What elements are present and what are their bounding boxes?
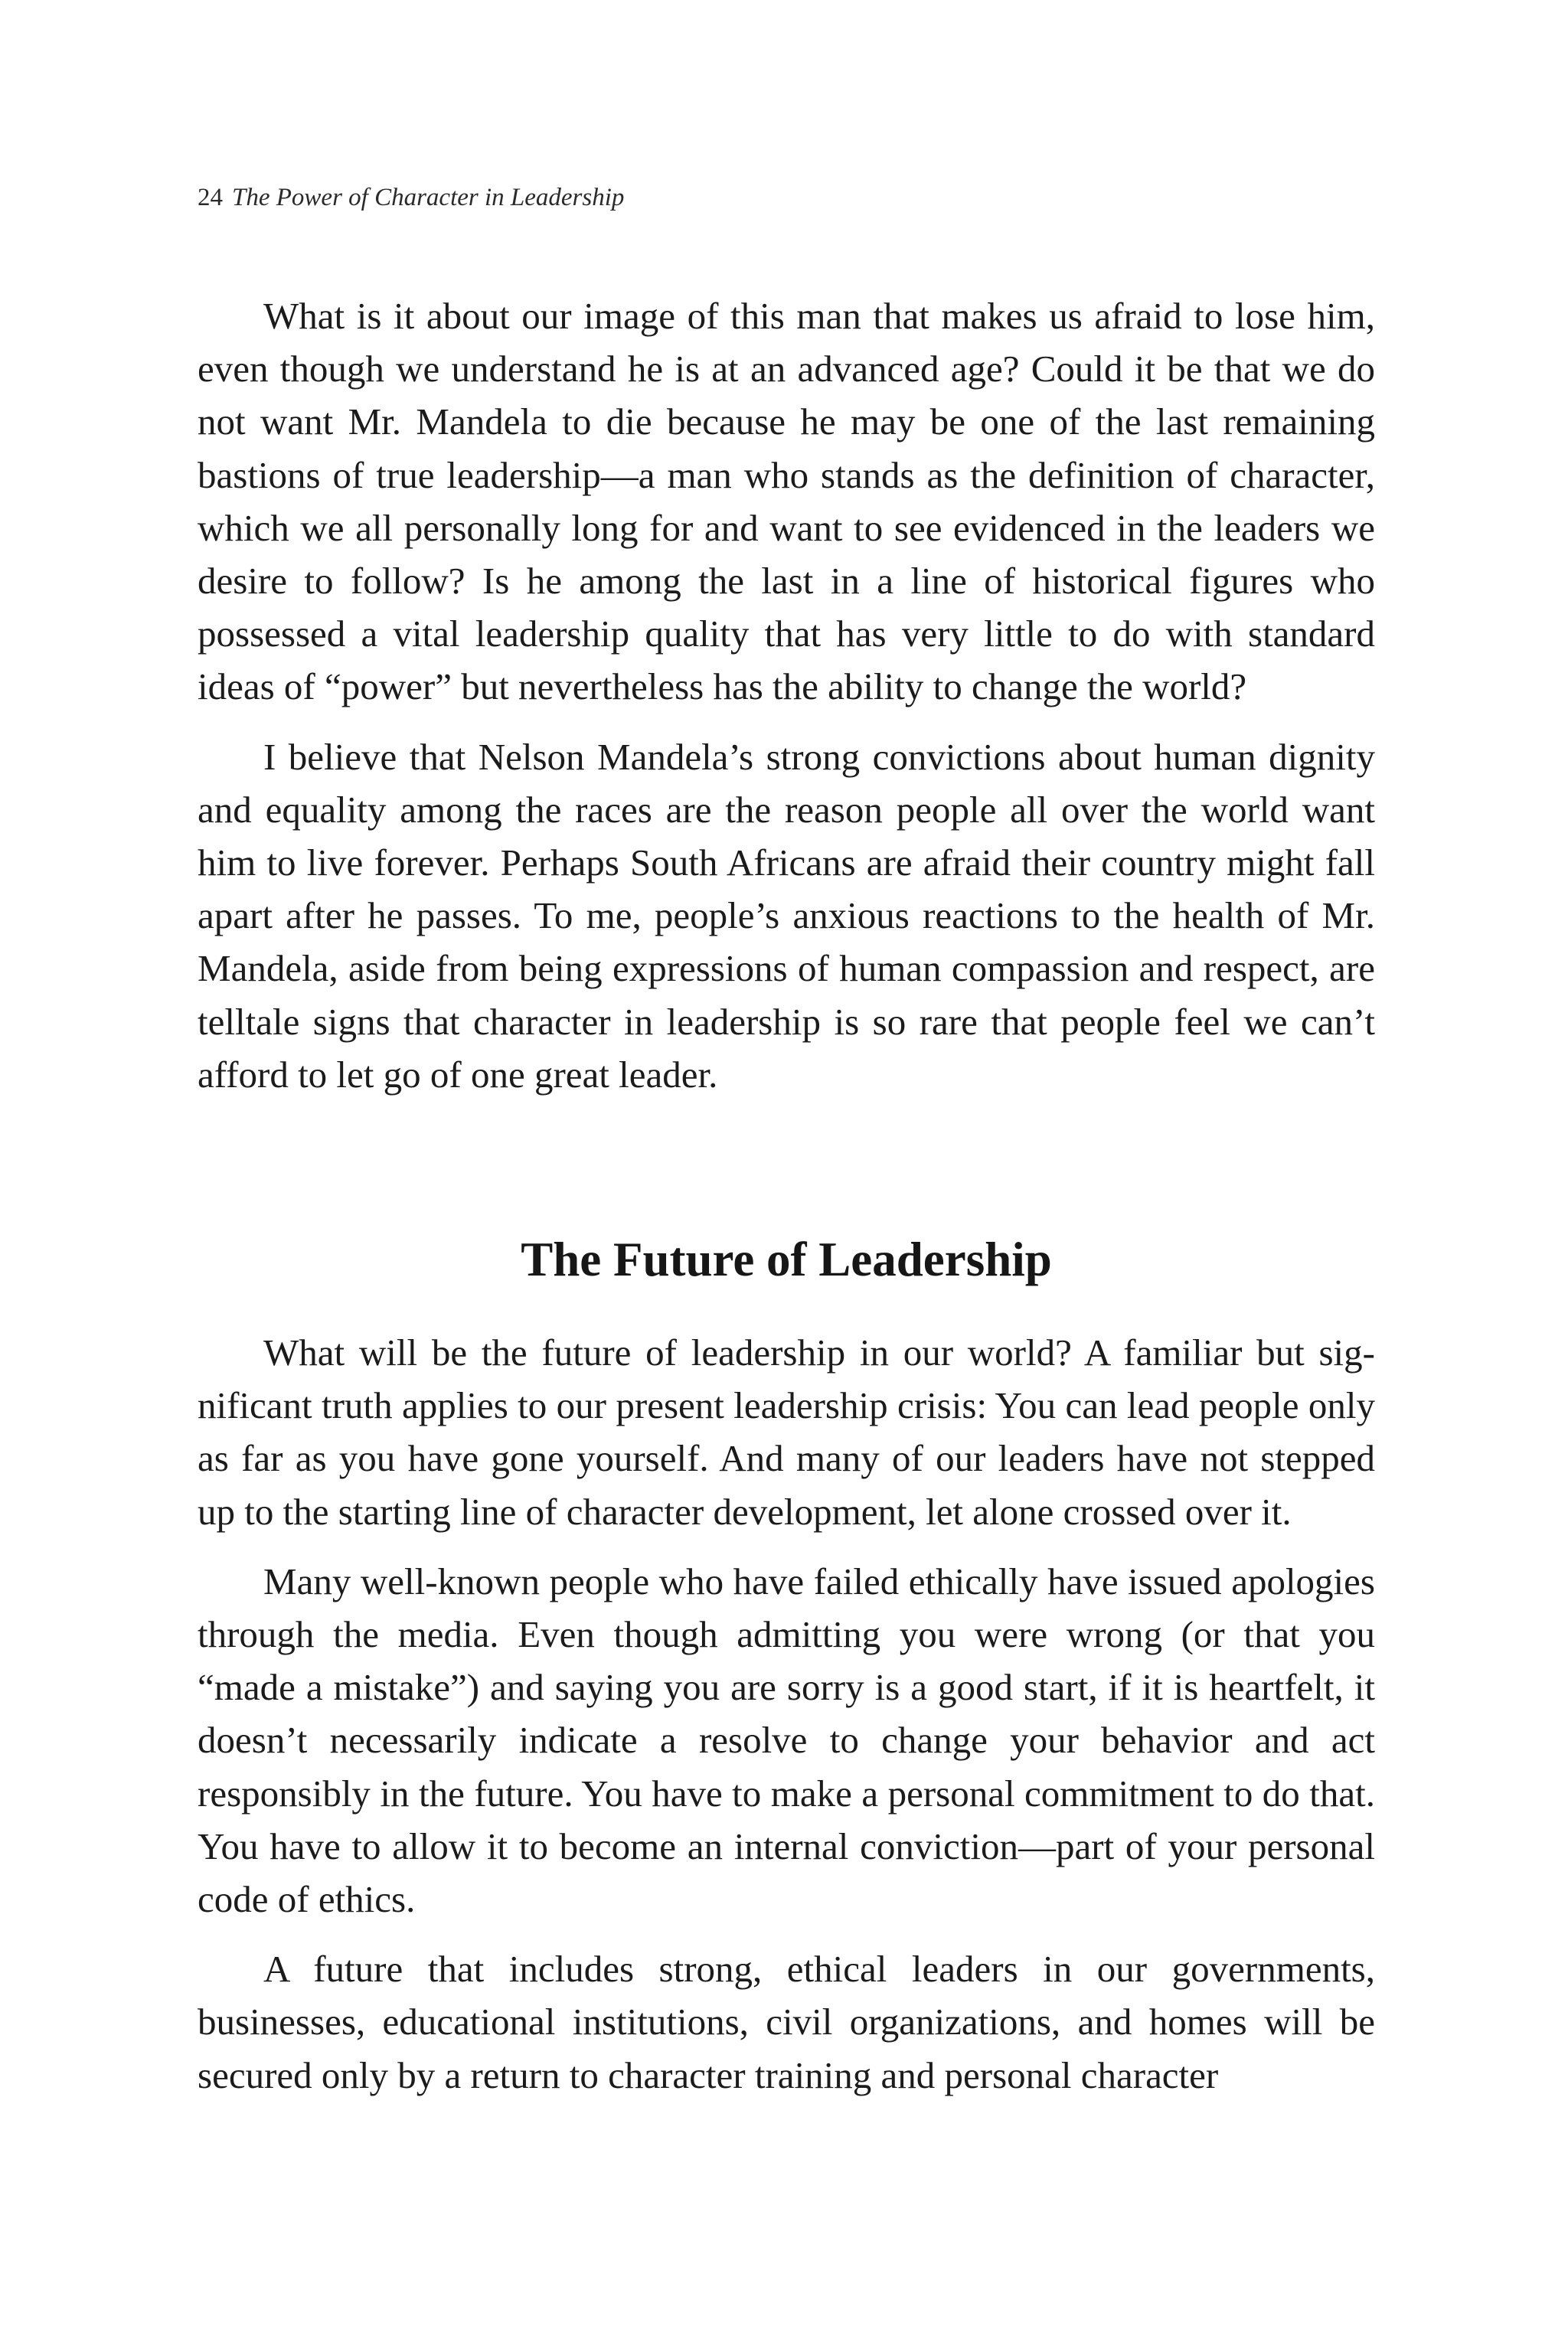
body-paragraph: What will be the future of leadership in our world? A familiar but significant truth applies to our present leadership crisis: You can lead people only as far as you have gone yourself. And many of our leaders have not stepped up to the starting line of character development, let alone crossed over it. <box>198 1331 1375 1533</box>
book-title: The Power of Character in Leadership <box>232 184 625 211</box>
body-paragraph: A future that includes strong, ethical leaders in our governments, businesses, educational institutions, civil organizations, and homes will be secured only by a return to character training and personal character <box>198 1948 1375 2096</box>
section-one-body <box>198 289 1375 1118</box>
section-two-body <box>198 1326 1375 2118</box>
page-number: 24 <box>198 184 223 211</box>
body-paragraph: What is it about our image of this man that makes us afraid to lose him, even though we understand he is at an advanced age? Could it be that we do not want Mr. Mandela to die because he may be one of the last remaining bastions of true leadership—a man who stands as the definition of character, which we all personally long for and want to see evidenced in the leaders we desire to follow? Is he among the last in a line of historical figures who possessed a vital leadership quality that has very little to do with standard ideas of “power” but nevertheless has the ability to change the world? <box>198 295 1375 708</box>
body-paragraph: I believe that Nelson Mandela’s strong convictions about human dignity and equality among the races are the reason people all over the world want him to live forever. Perhaps South Africans are afraid their country might fall apart after he passes. To me, people’s anxious reactions to the health of Mr. Mandela, aside from being expressions of human compassion and respect, are telltale signs that character in leadership is so rare that people feel we can’t afford to let go of one great leader. <box>198 735 1375 1096</box>
running-head <box>198 184 624 212</box>
section-heading: The Future of Leadership <box>521 1233 1052 1286</box>
body-paragraph: Many well-known people who have failed ethically have issued apologies through the media. Even though admitting you were wrong (or that you “made a mistake”) and saying you are sorry is a good start, if it is heartfelt, it doesn’t necessarily indicate a resolve to change your behavior and act responsibly in the future. You have to make a personal commitment to do that. You have to allow it to become an internal conviction—part of your personal code of ethics. <box>198 1560 1375 1921</box>
